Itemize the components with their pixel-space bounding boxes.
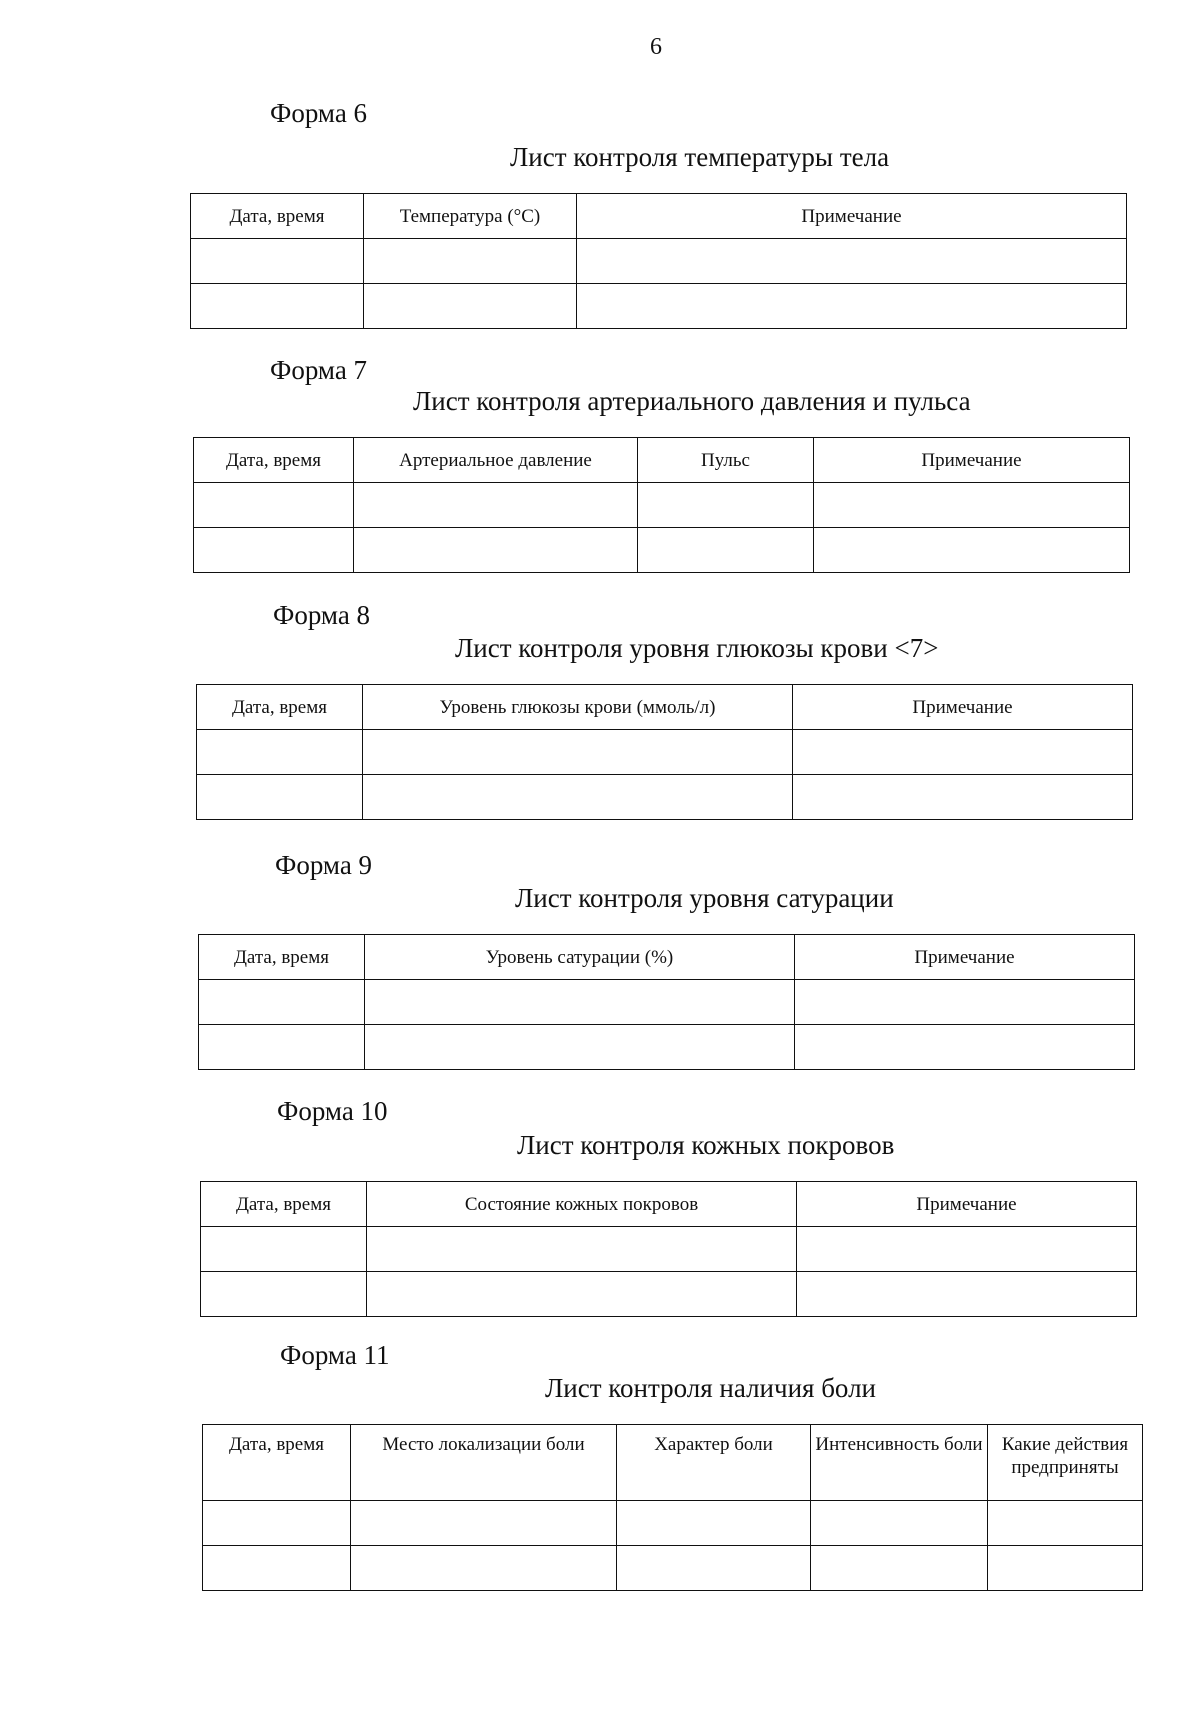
table-row (197, 730, 1133, 775)
form-6-table (190, 193, 1127, 329)
table-cell[interactable] (191, 284, 364, 329)
table-cell[interactable] (988, 1546, 1143, 1591)
table-row (201, 1227, 1137, 1272)
column-header: Артериальное давление (354, 438, 638, 483)
form-7-title: Лист контроля артериального давления и пульса (413, 386, 971, 416)
column-header: Примечание (814, 438, 1130, 483)
column-header: Состояние кожных покровов (367, 1182, 797, 1227)
table-cell[interactable] (351, 1546, 617, 1591)
table-cell[interactable] (203, 1501, 351, 1546)
page-number: 6 (650, 34, 662, 60)
table-cell[interactable] (795, 1025, 1135, 1070)
table-row (197, 775, 1133, 820)
column-header: Дата, время (203, 1425, 351, 1501)
table-row (199, 1025, 1135, 1070)
column-header: Место локализации боли (351, 1425, 617, 1501)
table-cell[interactable] (201, 1227, 367, 1272)
table-header-row (191, 194, 1127, 239)
form-8-label: Форма 8 (273, 600, 371, 630)
table-cell[interactable] (988, 1501, 1143, 1546)
table-cell[interactable] (364, 239, 577, 284)
column-header: Дата, время (191, 194, 364, 239)
column-header: Дата, время (199, 935, 365, 980)
form-9-title: Лист контроля уровня сатурации (515, 883, 894, 913)
table-cell[interactable] (797, 1272, 1137, 1317)
table-cell[interactable] (367, 1272, 797, 1317)
table-cell[interactable] (363, 775, 793, 820)
table-row (203, 1501, 1143, 1546)
table-row (203, 1546, 1143, 1591)
table-cell[interactable] (577, 284, 1127, 329)
table-cell[interactable] (365, 980, 795, 1025)
column-header: Дата, время (201, 1182, 367, 1227)
table-cell[interactable] (793, 730, 1133, 775)
column-header: Интенсивность боли (811, 1425, 988, 1501)
table-row (194, 528, 1130, 573)
table-cell[interactable] (577, 239, 1127, 284)
form-8-title: Лист контроля уровня глюкозы крови <7> (455, 633, 939, 663)
table-header-row (199, 935, 1135, 980)
form-7-table (193, 437, 1130, 573)
table-cell[interactable] (367, 1227, 797, 1272)
column-header: Температура (°C) (364, 194, 577, 239)
table-cell[interactable] (795, 980, 1135, 1025)
column-header: Примечание (795, 935, 1135, 980)
column-header: Примечание (577, 194, 1127, 239)
table-cell[interactable] (203, 1546, 351, 1591)
table-header-row (194, 438, 1130, 483)
table-cell[interactable] (617, 1546, 811, 1591)
table-cell[interactable] (194, 528, 354, 573)
form-11-table (202, 1424, 1143, 1591)
column-header: Характер боли (617, 1425, 811, 1501)
column-header: Дата, время (197, 685, 363, 730)
table-row (191, 284, 1127, 329)
table-cell[interactable] (814, 528, 1130, 573)
table-cell[interactable] (201, 1272, 367, 1317)
table-cell[interactable] (194, 483, 354, 528)
form-6-label: Форма 6 (270, 98, 368, 128)
form-10-title: Лист контроля кожных покровов (517, 1130, 895, 1160)
table-cell[interactable] (191, 239, 364, 284)
table-cell[interactable] (638, 483, 814, 528)
table-cell[interactable] (811, 1546, 988, 1591)
form-9-table (198, 934, 1135, 1070)
column-header: Какие действия предприняты (988, 1425, 1143, 1501)
form-8-table (196, 684, 1133, 820)
table-cell[interactable] (199, 980, 365, 1025)
table-cell[interactable] (199, 1025, 365, 1070)
table-cell[interactable] (363, 730, 793, 775)
form-6-title: Лист контроля температуры тела (510, 142, 890, 172)
column-header: Уровень сатурации (%) (365, 935, 795, 980)
table-header-row (201, 1182, 1137, 1227)
column-header: Уровень глюкозы крови (ммоль/л) (363, 685, 793, 730)
table-cell[interactable] (354, 483, 638, 528)
table-cell[interactable] (797, 1227, 1137, 1272)
column-header: Примечание (797, 1182, 1137, 1227)
table-header-row (197, 685, 1133, 730)
table-cell[interactable] (364, 284, 577, 329)
table-row (194, 483, 1130, 528)
table-cell[interactable] (811, 1501, 988, 1546)
table-cell[interactable] (197, 775, 363, 820)
form-9-label: Форма 9 (275, 850, 373, 880)
form-11-label: Форма 11 (280, 1340, 390, 1370)
table-row (201, 1272, 1137, 1317)
form-10-table (200, 1181, 1137, 1317)
table-cell[interactable] (638, 528, 814, 573)
table-cell[interactable] (351, 1501, 617, 1546)
table-cell[interactable] (197, 730, 363, 775)
table-row (191, 239, 1127, 284)
column-header: Примечание (793, 685, 1133, 730)
form-11-title: Лист контроля наличия боли (545, 1373, 877, 1403)
form-7-label: Форма 7 (270, 355, 368, 385)
table-cell[interactable] (365, 1025, 795, 1070)
column-header: Пульс (638, 438, 814, 483)
column-header: Дата, время (194, 438, 354, 483)
table-cell[interactable] (617, 1501, 811, 1546)
table-header-row (203, 1425, 1143, 1501)
table-row (199, 980, 1135, 1025)
table-cell[interactable] (793, 775, 1133, 820)
form-10-label: Форма 10 (277, 1096, 388, 1126)
table-cell[interactable] (354, 528, 638, 573)
table-cell[interactable] (814, 483, 1130, 528)
